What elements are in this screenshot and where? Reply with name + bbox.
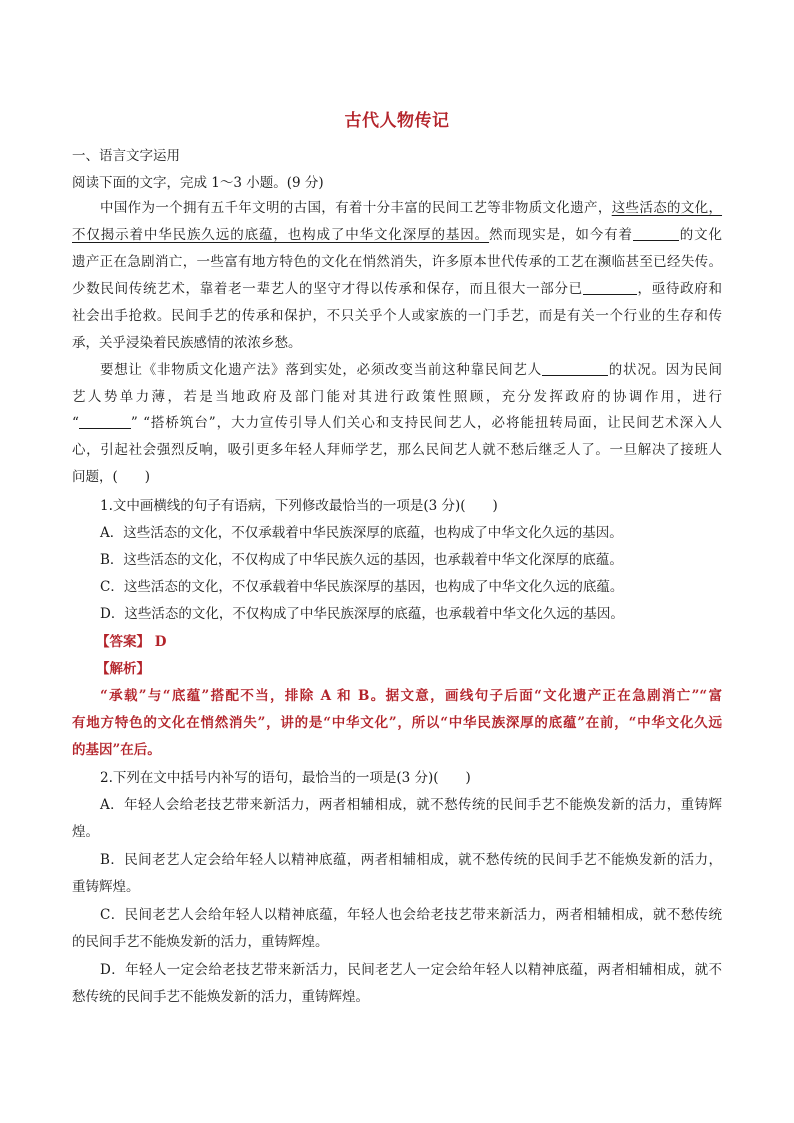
passage-line: 承，关乎浸染着民族感情的浓浓乡愁。: [72, 335, 302, 351]
analysis-text: 的基因”在后。: [72, 742, 161, 758]
passage-text: 的文化: [678, 227, 723, 243]
passage-line: [100, 360, 722, 380]
passage-text: 然而现实是，如今有着: [489, 227, 633, 243]
answer-option-d: D．年轻人一定会给老技艺带来新活力，民间老艺人一定会给年轻人以精神底蕴，两者相辅相成，就不: [100, 962, 722, 978]
passage-text: 的状况。因为民间: [607, 362, 723, 378]
answer-option-b-cont: 重铸辉煌。: [72, 879, 140, 895]
passage-line: 问题，( ): [72, 469, 151, 485]
analysis-label: 【解析】: [96, 661, 150, 677]
answer-option-c: C．这些活态的文化，不仅承载着中华民族深厚的基因，也构成了中华文化久远的底蕴。: [100, 579, 624, 595]
answer-value: D: [154, 634, 167, 650]
fill-blank: [542, 361, 608, 376]
passage-text: 中国作为一个拥有五千年文明的古国，有着十分丰富的民间工艺等非物质文化遗产，: [100, 200, 612, 216]
fill-blank: [633, 226, 679, 241]
question-stem: 2.下列在文中括号内补写的语句，最恰当的一项是(3 分)( ): [100, 770, 471, 786]
analysis-text: 有地方特色的文化在悄然消失”，讲的是“中华文化”，所以“中华民族深厚的底蕴”在前，“中华文化久远: [72, 715, 722, 731]
answer-option-d: D．这些活态的文化，不仅构成了中华民族深厚的底蕴，也承载着中华文化久远的基因。: [100, 606, 624, 622]
answer-option-c-cont: 的民间手艺不能焕发新的活力，重铸辉煌。: [72, 934, 329, 950]
answer-label: 【答案】: [96, 634, 150, 650]
fill-blank: [583, 280, 637, 295]
passage-line: 遗产正在急剧消亡，一些富有地方特色的文化在悄然消失，许多原本世代传承的工艺在濒临甚至已经失传。: [72, 254, 722, 270]
answer-option-c: C．民间老艺人会给年轻人以精神底蕴，年轻人也会给老技艺带来新活力，两者相辅相成，就不愁传统: [100, 907, 722, 923]
page-title: 古代人物传记: [344, 111, 450, 131]
passage-line: [72, 413, 722, 433]
passage-line: [72, 225, 722, 245]
underlined-sentence: 这些活态的文化，: [611, 200, 723, 216]
answer-option-a: A．这些活态的文化，不仅承载着中华民族深厚的底蕴，也构成了中华文化久远的基因。: [100, 525, 623, 541]
passage-text: ，亟待政府和: [636, 281, 723, 297]
answer-key: [96, 632, 722, 652]
passage-text: “: [72, 415, 79, 431]
answer-option-b: B．这些活态的文化，不仅构成了中华民族久远的基因，也承载着中华文化深厚的底蕴。: [100, 552, 623, 568]
underlined-sentence: 不仅揭示着中华民族久远的底蕴，也构成了中华文化深厚的基因。: [72, 227, 490, 243]
instructions: 阅读下面的文字，完成 1～3 小题。(9 分): [72, 175, 324, 191]
passage-line: 社会出手抢救。民间手艺的传承和保护，不只关乎个人或家族的一门手艺，而是有关一个行业的生存和传: [72, 308, 722, 324]
passage-line: 心，引起社会强烈反响，吸引更多年轻人拜师学艺，那么民间艺人就不愁后继乏人了。一旦解决了接班人: [72, 442, 722, 458]
passage-line: [100, 198, 722, 218]
passage-line: 艺人势单力薄，若是当地政府及部门能对其进行政策性照顾，充分发挥政府的协调作用，进行: [72, 389, 722, 405]
passage-text: 要想让《非物质文化遗产法》落到实处，必须改变当前这种靠民间艺人: [100, 362, 542, 378]
answer-option-b: B．民间老艺人定会给年轻人以精神底蕴，两者相辅相成，就不愁传统的民间手艺不能焕发新的活力，: [100, 852, 722, 868]
analysis-text: “承载”与“底蕴”搭配不当，排除 A 和 B。据文意，画线句子后面“文化遗产正在急剧消亡”“富: [100, 688, 722, 704]
section-heading: 一、语言文字运用: [72, 148, 180, 164]
question-stem: 1.文中画横线的句子有语病，下列修改最恰当的一项是(3 分)( ): [100, 498, 498, 514]
passage-text: 少数民间传统艺术，靠着老一辈艺人的坚守才得以传承和保存，而且很大一部分已: [72, 281, 583, 297]
fill-blank: [79, 414, 131, 429]
passage-text: ” “搭桥筑台”，大力宣传引导人们关心和支持民间艺人，必将能扭转局面，让民间艺术深入人: [130, 415, 722, 431]
passage-line: [72, 279, 722, 299]
answer-option-a-cont: 煌。: [72, 824, 99, 840]
answer-option-d-cont: 愁传统的民间手艺不能焕发新的活力，重铸辉煌。: [72, 989, 369, 1005]
answer-option-a: A．年轻人会给老技艺带来新活力，两者相辅相成，就不愁传统的民间手艺不能焕发新的活力，重铸辉: [100, 797, 722, 813]
